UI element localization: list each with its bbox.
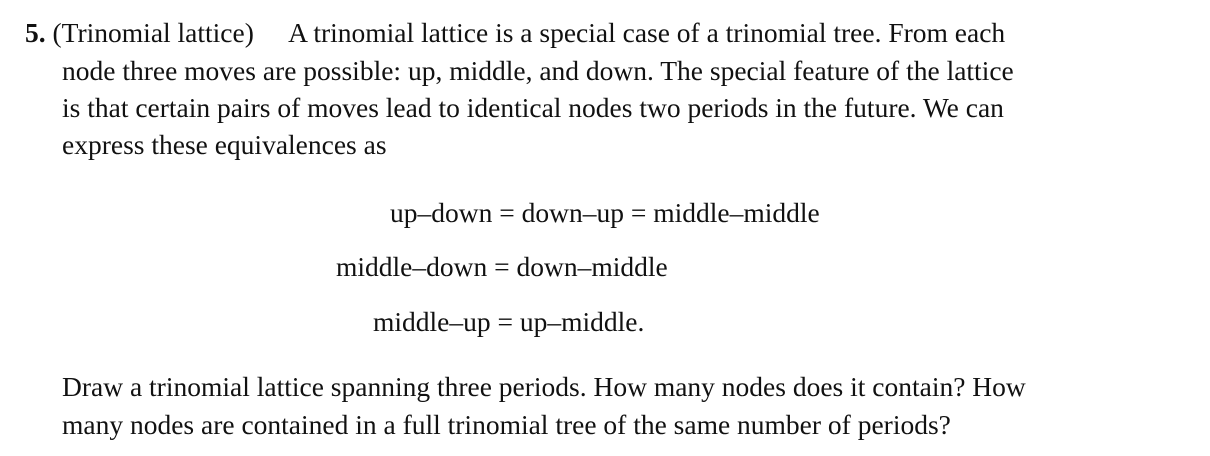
problem-question-line-1: Draw a trinomial lattice spanning three periods. How many nodes does it contain? How — [62, 371, 1026, 402]
equation-3: middle–up = up–middle. — [373, 306, 645, 337]
problem-number: 5. — [25, 17, 46, 48]
problem-header-line — [25, 19, 1005, 47]
equation-1: up–down = down–up = middle–middle — [390, 197, 820, 228]
equation-2: middle–down = down–middle — [336, 251, 668, 282]
problem-intro-line-2: node three moves are possible: up, middle, and down. The special feature of the lattice — [62, 55, 1014, 86]
problem-intro-line-3: is that certain pairs of moves lead to identical nodes two periods in the future. We can — [62, 92, 1004, 123]
problem-intro-line-1: A trinomial lattice is a special case of a trinomial tree. From each — [288, 17, 1006, 48]
problem-intro-line-4: express these equivalences as — [62, 129, 387, 160]
problem-question-line-2: many nodes are contained in a full trinomial tree of the same number of periods? — [62, 409, 951, 440]
problem-title: (Trinomial lattice) — [52, 17, 254, 48]
